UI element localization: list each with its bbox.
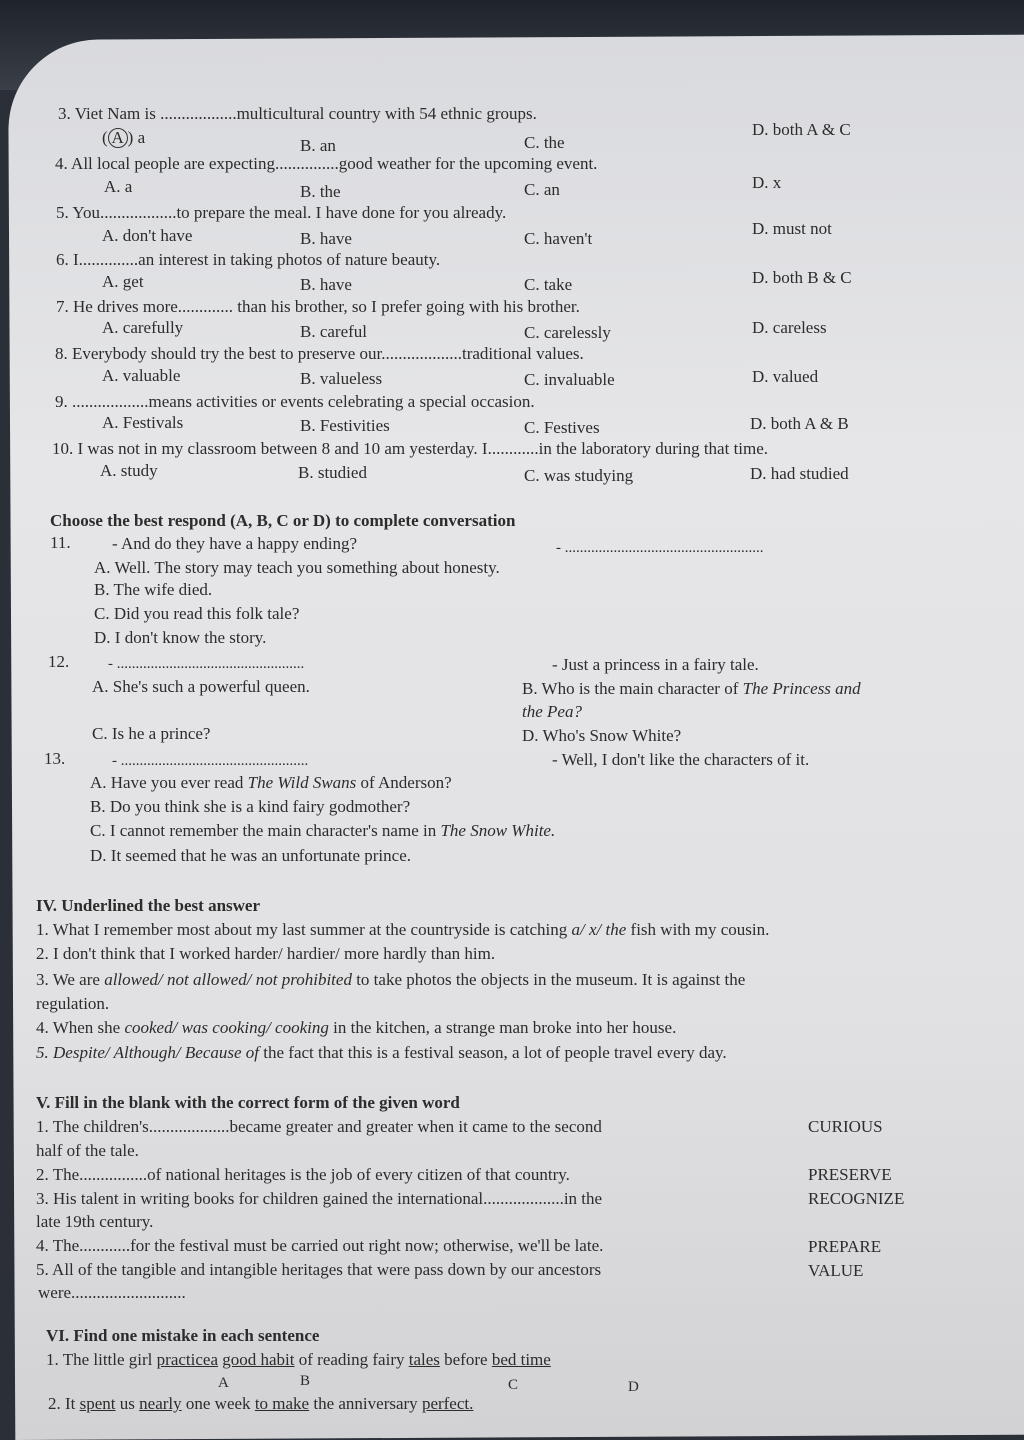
v-item-4: 4. The............for the festival must be carried out right now; otherwise, we'll be late. bbox=[36, 1236, 604, 1255]
q5-option-c: C. haven't bbox=[524, 229, 593, 248]
q8-option-a: A. valuable bbox=[102, 366, 181, 385]
q12-reply: - Just a princess in a fairy tale. bbox=[552, 655, 759, 674]
vi-label-c: C bbox=[508, 1377, 519, 1393]
q6-option-a: A. get bbox=[102, 272, 144, 291]
q4-option-b: B. the bbox=[300, 182, 341, 201]
vi-label-d: D bbox=[628, 1379, 639, 1395]
q11-blank: - ..................................................... bbox=[556, 540, 764, 556]
vi-label-a: A bbox=[218, 1375, 229, 1391]
v-item-5-cont: were........................... bbox=[38, 1283, 186, 1302]
q12-option-a: A. She's such a powerful queen. bbox=[92, 677, 310, 696]
v-item-2: 2. The................of national heritages is the job of every citizen of that country. bbox=[36, 1165, 570, 1184]
q5-option-d: D. must not bbox=[752, 219, 832, 238]
q4-option-c: C. an bbox=[524, 180, 560, 199]
q9-stem: 9. ..................means activities or events celebrating a special occasion. bbox=[55, 392, 535, 411]
q3-stem: 3. Viet Nam is ..................multicultural country with 54 ethnic groups. bbox=[58, 104, 537, 123]
q13-blank: - .................................................. bbox=[112, 753, 309, 769]
q5-stem: 5. You..................to prepare the meal. I have done for you already. bbox=[56, 203, 507, 222]
q8-option-c: C. invaluable bbox=[524, 370, 615, 389]
q13-number: 13. bbox=[44, 749, 66, 768]
conversation-heading: Choose the best respond (A, B, C or D) to complete conversation bbox=[50, 511, 516, 530]
v-item-3-cont: late 19th century. bbox=[36, 1212, 154, 1231]
iv-sentence-5: 5. Despite/ Although/ Because of the fact that this is a festival season, a lot of people travel every day. bbox=[36, 1043, 727, 1062]
q10-option-c: C. was studying bbox=[524, 466, 634, 485]
section-iv-heading: IV. Underlined the best answer bbox=[36, 896, 261, 915]
v-item-5: 5. All of the tangible and intangible heritages that were pass down by our ancestors bbox=[36, 1260, 602, 1279]
q12-blank: - .................................................. bbox=[108, 656, 305, 672]
q9-option-a: A. Festivals bbox=[102, 413, 184, 432]
v-word-1: CURIOUS bbox=[808, 1117, 883, 1136]
v-item-1-cont: half of the tale. bbox=[36, 1141, 139, 1160]
q3-option-a: ( A ) a bbox=[102, 128, 146, 147]
q11-option-d: D. I don't know the story. bbox=[94, 628, 267, 647]
q10-stem: 10. I was not in my classroom between 8 and 10 am yesterday. I............in the laboratory during that time. bbox=[52, 439, 769, 458]
q9-option-c: C. Festives bbox=[524, 418, 600, 437]
q5-option-a: A. don't have bbox=[102, 226, 193, 245]
q13-reply: - Well, I don't like the characters of it. bbox=[552, 750, 810, 769]
q9-option-b: B. Festivities bbox=[300, 416, 390, 435]
iv-sentence-2: 2. I don't think that I worked harder/ hardier/ more hardly than him. bbox=[36, 944, 496, 963]
iv-sentence-4: 4. When she cooked/ was cooking/ cooking in the kitchen, a strange man broke into her house. bbox=[36, 1018, 677, 1037]
q12-option-b-cont: the Pea? bbox=[522, 702, 582, 721]
q3-option-c: C. the bbox=[524, 133, 565, 152]
q12-number: 12. bbox=[48, 652, 70, 671]
iv-sentence-3: 3. We are allowed/ not allowed/ not prohibited to take photos the objects in the museum. It is against the bbox=[36, 970, 746, 989]
iv-sentence-1: 1. What I remember most about my last summer at the countryside is catching a/ x/ the fish with my cousin. bbox=[36, 920, 770, 939]
q4-option-d: D. x bbox=[752, 173, 782, 192]
v-item-1: 1. The children's...................became greater and greater when it came to the second bbox=[36, 1117, 602, 1136]
q7-option-d: D. careless bbox=[752, 318, 827, 337]
v-word-4: PREPARE bbox=[808, 1237, 882, 1256]
q11-line: - And do they have a happy ending? bbox=[112, 534, 358, 553]
q10-option-d: D. had studied bbox=[750, 464, 849, 483]
v-word-5: VALUE bbox=[808, 1261, 864, 1280]
q11-number: 11. bbox=[50, 533, 71, 552]
q4-option-a: A. a bbox=[104, 177, 133, 196]
v-word-2: PRESERVE bbox=[808, 1165, 892, 1184]
q6-stem: 6. I..............an interest in taking photos of nature beauty. bbox=[56, 250, 441, 269]
q3-circled-a: A bbox=[108, 128, 128, 148]
vi-sentence-1: 1. The little girl practicea good habit of reading fairy tales before bed time bbox=[46, 1350, 551, 1369]
q7-option-a: A. carefully bbox=[102, 318, 184, 337]
q7-option-c: C. carelessly bbox=[524, 323, 611, 342]
q10-option-a: A. study bbox=[100, 461, 158, 480]
q10-option-b: B. studied bbox=[298, 463, 367, 482]
q13-option-b: B. Do you think she is a kind fairy godmother? bbox=[90, 797, 411, 816]
q13-option-c: C. I cannot remember the main character's name in The Snow White. bbox=[90, 821, 556, 840]
v-item-3: 3. His talent in writing books for children gained the international...................in the bbox=[36, 1189, 603, 1208]
q7-option-b: B. careful bbox=[300, 322, 368, 341]
q9-option-d: D. both A & B bbox=[750, 414, 849, 433]
q8-stem: 8. Everybody should try the best to preserve our...................traditional values. bbox=[55, 344, 584, 363]
q13-option-a: A. Have you ever read The Wild Swans of Anderson? bbox=[90, 773, 452, 792]
vi-label-b: B bbox=[300, 1373, 311, 1389]
iv-sentence-3-cont: regulation. bbox=[36, 994, 110, 1013]
q6-option-b: B. have bbox=[300, 275, 352, 294]
v-word-3: RECOGNIZE bbox=[808, 1189, 905, 1208]
q11-option-b: B. The wife died. bbox=[94, 580, 213, 599]
section-v-heading: V. Fill in the blank with the correct form of the given word bbox=[36, 1093, 460, 1112]
q13-option-d: D. It seemed that he was an unfortunate prince. bbox=[90, 846, 411, 865]
vi-sentence-2: 2. It spent us nearly one week to make the anniversary perfect. bbox=[48, 1394, 474, 1413]
q4-stem: 4. All local people are expecting...............good weather for the upcoming event. bbox=[55, 154, 598, 173]
q7-stem: 7. He drives more............. than his brother, so I prefer going with his brother. bbox=[56, 297, 580, 316]
q8-option-d: D. valued bbox=[752, 367, 819, 386]
q11-option-c: C. Did you read this folk tale? bbox=[94, 604, 300, 623]
q11-option-a: A. Well. The story may teach you something about honesty. bbox=[94, 558, 500, 577]
q3-option-b: B. an bbox=[300, 136, 336, 155]
q12-option-c: C. Is he a prince? bbox=[92, 724, 211, 743]
q12-option-b: B. Who is the main character of The Princess and bbox=[522, 679, 861, 698]
section-vi-heading: VI. Find one mistake in each sentence bbox=[46, 1326, 320, 1345]
q6-option-d: D. both B & C bbox=[752, 268, 852, 287]
q12-option-d: D. Who's Snow White? bbox=[522, 726, 682, 745]
q8-option-b: B. valueless bbox=[300, 369, 383, 388]
q6-option-c: C. take bbox=[524, 275, 573, 294]
q3-option-d: D. both A & C bbox=[752, 120, 851, 139]
q5-option-b: B. have bbox=[300, 229, 352, 248]
